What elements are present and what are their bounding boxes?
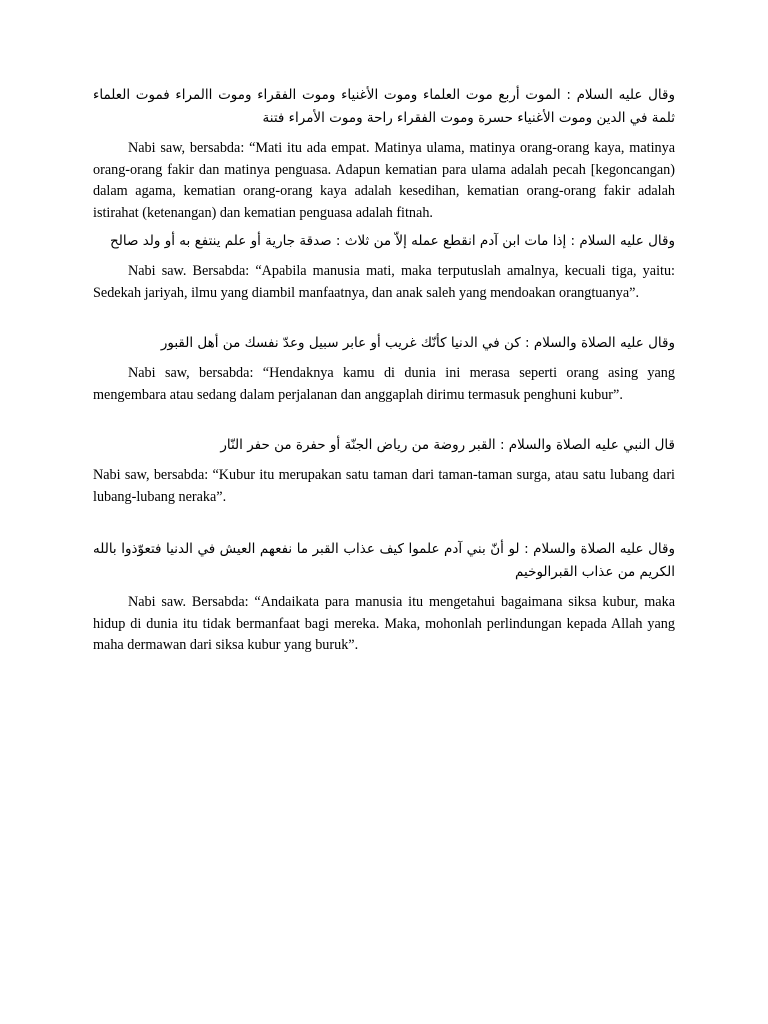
- hadith-translation-5: Nabi saw. Bersabda: “Andaikata para manusia itu mengetahui bagaimana siksa kubur, maka hidup di dunia itu tidak bermanfaat bagi mereka. Maka, mohonlah perlindungan kepada Allah yang maha dermawan dari siksa kubur yang buruk”.: [93, 594, 675, 653]
- hadith-arabic-2: وقال عليه السلام : إذا مات ابن آدم انقطع عمله إلاّ من ثلاث : صدقة جارية أو علم ينتفع به أو ولد صالح: [110, 233, 675, 249]
- hadith-arabic-5: وقال عليه الصلاة والسلام : لو أنّ بني آدم علموا كيف عذاب القبر ما نفعهم العيش في الدنيا فتعوّذوا بالله الكريم من عذاب القبرالوخيم: [93, 541, 675, 580]
- hadith-translation-1: Nabi saw, bersabda: “Mati itu ada empat. Matinya ulama, matinya orang-orang kaya, matinya orang-orang fakir dan matinya penguasa. Adapun kematian para ulama adalah pecah [kegoncangan) dalam agama, kematian orang-orang kaya adalah kesedihan, kematian orang-orang fakir adalah istirahat (ketenangan) dan kematian penguasa adalah fitnah.: [93, 140, 675, 221]
- document-page: [93, 84, 675, 657]
- hadith-arabic-3: وقال عليه الصلاة والسلام : كن في الدنيا كأنّك غريب أو عابر سبيل وعدّ نفسك من أهل القبور: [160, 335, 675, 351]
- hadith-arabic-1: وقال عليه السلام : الموت أربع موت العلماء وموت الأغنياء وموت الفقراء وموت االمراء فموت العلماء ثلمة في الدين وموت الأغنياء حسرة وموت الفقراء راحة وموت الأمراء فتنة: [93, 87, 675, 126]
- hadith-translation-2: Nabi saw. Bersabda: “Apabila manusia mati, maka terputuslah amalnya, kecuali tiga, yaitu: Sedekah jariyah, ilmu yang diambil manfaatnya, dan anak saleh yang mendoakan orangtuanya”.: [93, 263, 675, 301]
- hadith-arabic-4: قال النبي عليه الصلاة والسلام : القبر روضة من رياض الجنّة أو حفرة من حفر النّار: [220, 437, 675, 453]
- hadith-translation-3: Nabi saw, bersabda: “Hendaknya kamu di dunia ini merasa seperti orang asing yang mengembara atau sedang dalam perjalanan dan anggaplah dirimu termasuk penghuni kubur”.: [93, 365, 675, 403]
- hadith-translation-4: Nabi saw, bersabda: “Kubur itu merupakan satu taman dari taman-taman surga, atau satu lubang dari lubang-lubang neraka”.: [93, 467, 675, 505]
